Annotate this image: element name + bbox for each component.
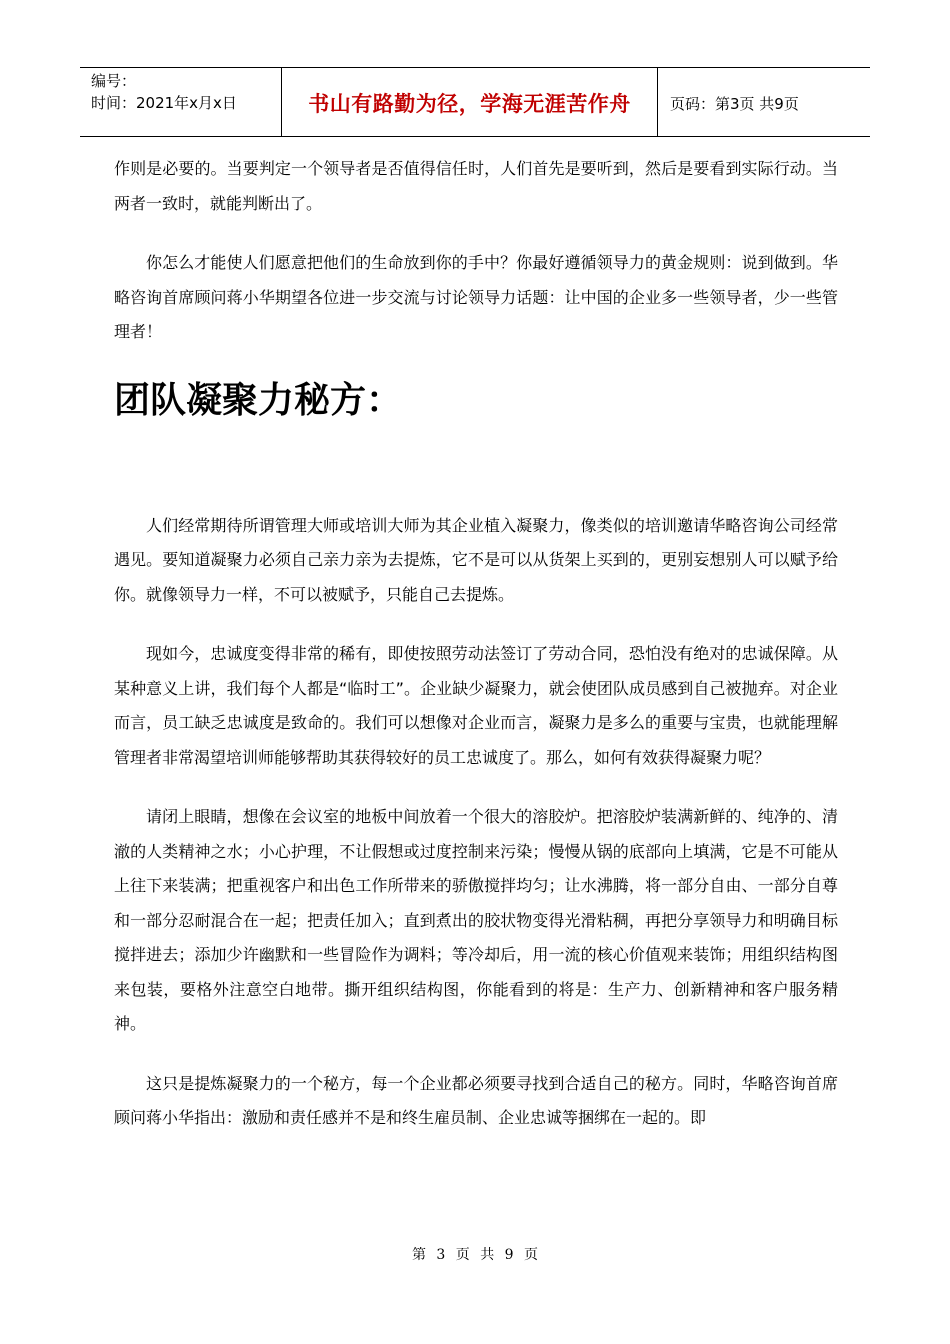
header-motto: 书山有路勤为径，学海无涯苦作舟: [308, 91, 631, 116]
document-date-label: 时间：2021年x月x日: [91, 94, 237, 112]
header-page-cell: [658, 68, 870, 136]
document-body: [114, 152, 838, 1136]
header-motto-cell: [282, 68, 658, 136]
paragraph-cohesion-intro: 人们经常期待所谓管理大师或培训大师为其企业植入凝聚力，像类似的培训邀请华略咨询公司经常遇见。要知道凝聚力必须自己亲力亲为去提炼，它不是可以从货架上买到的，更别妄想别人可以赋予给你。就像领导力一样，不可以被赋予，只能自己去提炼。: [114, 515, 838, 604]
paragraph-recipe: 请闭上眼睛，想像在会议室的地板中间放着一个很大的溶胶炉。把溶胶炉装满新鲜的、纯净的、清澈的人类精神之水；小心护理，不让假想或过度控制来污染；慢慢从锅的底部向上填满，它是不可能从上往下来装满；把重视客户和出色工作所带来的骄傲搅拌均匀；让水沸腾，将一部分自由、一部分自尊和一部分忍耐混合在一起；把责任加入；直到煮出的胶状物变得光滑粘稠，再把分享领导力和明确目标搅拌进去；添加少许幽默和一些冒险作为调料；等冷却后，用一流的核心价值观来装饰；用组织结构图来包装，要格外注意空白地带。撕开组织结构图，你能看到的将是：生产力、创新精神和客户服务精神。: [114, 807, 838, 1033]
paragraph-golden-rule: 你怎么才能使人们愿意把他们的生命放到你的手中？你最好遵循领导力的黄金规则：说到做到。华略咨询首席顾问蒋小华期望各位进一步交流与讨论领导力话题：让中国的企业多一些领导者，少一些管理者！: [114, 253, 838, 341]
header-page-number: 页码：第3页 共9页: [670, 94, 799, 113]
document-number-label: 编号：: [91, 72, 137, 90]
page-header: [80, 67, 870, 137]
paragraph-continuation: 作则是必要的。当要判定一个领导者是否值得信任时，人们首先是要听到，然后是要看到实际行动。当两者一致时，就能判断出了。: [114, 159, 838, 213]
paragraph-conclusion: 这只是提炼凝聚力的一个秘方，每一个企业都必须要寻找到合适自己的秘方。同时，华略咨询首席顾问蒋小华指出：激励和责任感并不是和终生雇员制、企业忠诚等捆绑在一起的。即: [114, 1073, 838, 1127]
page-footer: 第 3 页 共 9 页: [411, 1247, 539, 1263]
header-info-cell: [80, 68, 282, 136]
section-heading: 团队凝聚力秘方：: [114, 378, 403, 421]
paragraph-loyalty: 现如今，忠诚度变得非常的稀有，即使按照劳动法签订了劳动合同，恐怕没有绝对的忠诚保障。从某种意义上讲，我们每个人都是“临时工”。企业缺少凝聚力，就会使团队成员感到自己被抛弃。对企业而言，员工缺乏忠诚度是致命的。我们可以想像对企业而言，凝聚力是多么的重要与宝贵，也就能理解管理者非常渴望培训师能够帮助其获得较好的员工忠诚度了。那么，如何有效获得凝聚力呢？: [114, 644, 838, 767]
